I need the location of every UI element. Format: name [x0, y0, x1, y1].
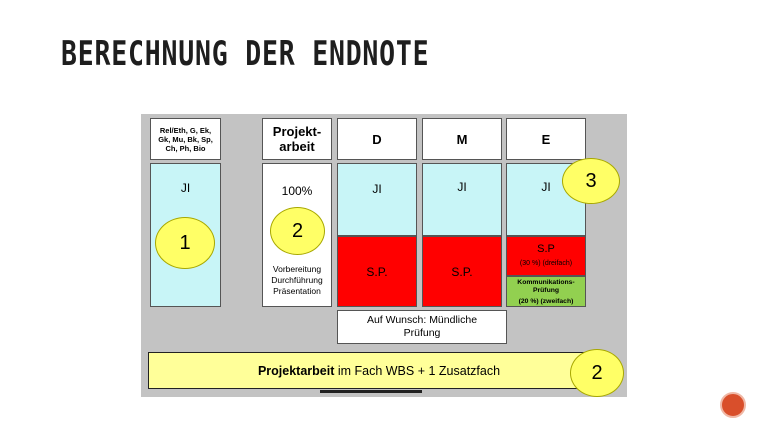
col1-ji: JI: [180, 181, 191, 195]
col-d-ji: JI: [337, 163, 417, 236]
col-e-comm-title: Kommunikations- Prüfung: [517, 278, 575, 294]
oral-exam-box: Auf Wunsch: Mündliche Prüfung: [337, 310, 507, 344]
col2-header: Projekt- arbeit: [262, 118, 332, 160]
slide-title: BERECHNUNG DER ENDNOTE: [61, 34, 430, 74]
col-e-header: E: [506, 118, 586, 160]
col-d-header: D: [337, 118, 417, 160]
marker-2-bottom: 2: [570, 349, 624, 397]
col-m-header: M: [422, 118, 502, 160]
marker-1: 1: [155, 217, 215, 269]
col-e-comm-note: (20 %) (zweifach): [518, 297, 574, 305]
project-bar: [148, 352, 610, 389]
col-m-sp: S.P.: [422, 236, 502, 307]
marker-3: 3: [562, 158, 620, 204]
col-e-ji: JI: [506, 163, 586, 236]
col1-header: Rel/Eth, G, Ek, Gk, Mu, Bk, Sp, Ch, Ph, Bio: [150, 118, 221, 160]
col2-percent: 100%: [281, 184, 313, 198]
slide-nav-button[interactable]: [720, 392, 746, 418]
project-bar-bold: Projektarbeit: [257, 363, 335, 378]
project-bar-underline: [320, 390, 422, 393]
col2-steps: Vorbereitung Durchführung Präsentation: [271, 263, 323, 296]
col-d-sp: S.P.: [337, 236, 417, 307]
marker-2-top: 2: [270, 207, 325, 255]
col-e-sp-note: (30 %) (dreifach): [519, 259, 573, 267]
col-m-ji: JI: [422, 163, 502, 236]
project-bar-rest: im Fach WBS + 1 Zusatzfach: [334, 363, 501, 378]
col-e-sp: S.P: [537, 243, 555, 255]
